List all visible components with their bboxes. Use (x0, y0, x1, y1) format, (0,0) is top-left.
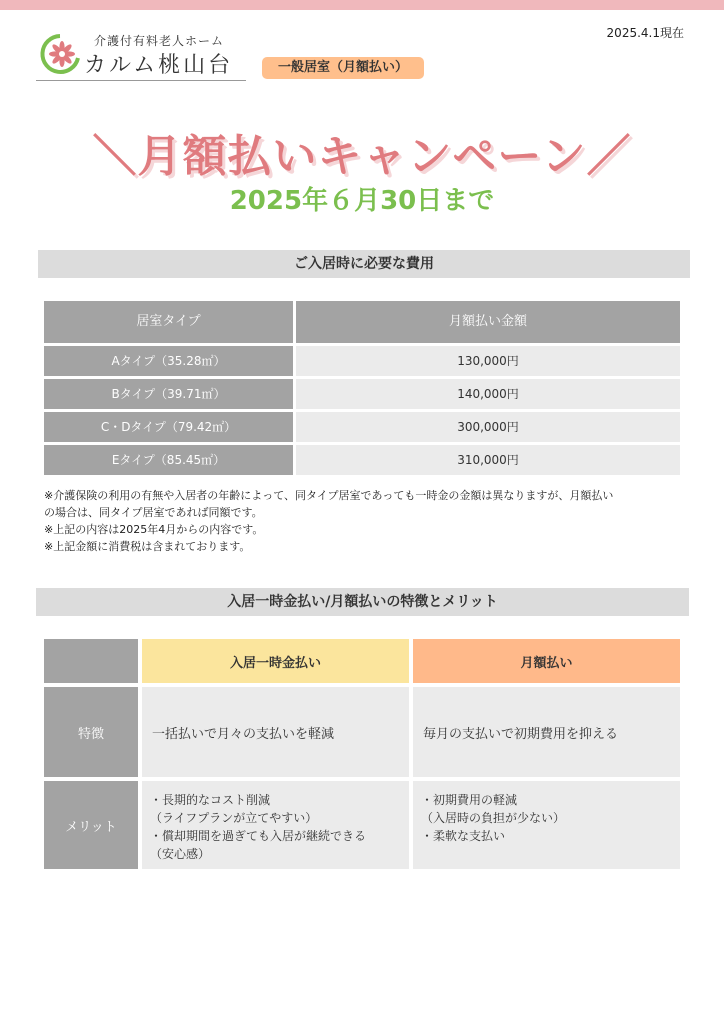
table-row (44, 445, 680, 475)
merit-line: ・初期費用の軽減 (421, 793, 518, 807)
feature-row (44, 687, 680, 777)
amount-cell: 300,000円 (296, 412, 680, 442)
logo-underline (36, 80, 246, 81)
column-header-room-type: 居室タイプ (44, 301, 293, 343)
merit-lump-sum (142, 781, 409, 869)
room-type-cell: C・Dタイプ（79.42㎡） (44, 412, 293, 442)
note-line: ※上記の内容は2025年4月からの内容です。 (44, 523, 264, 536)
merit-line: ・長期的なコスト削減 (150, 793, 271, 807)
feature-lump-sum: 一括払いで月々の支払いを軽減 (142, 687, 409, 777)
corner-cell (44, 639, 138, 683)
table-row (44, 379, 680, 409)
merit-row (44, 781, 680, 869)
room-type-cell: Eタイプ（85.45㎡） (44, 445, 293, 475)
amount-cell: 130,000円 (296, 346, 680, 376)
flower-logo-icon (38, 32, 82, 76)
room-type-cell: Aタイプ（35.28㎡） (44, 346, 293, 376)
campaign-deadline: 2025年６月30日まで (229, 186, 495, 216)
column-header-lump-sum: 入居一時金払い (142, 639, 409, 683)
fee-table (44, 301, 680, 478)
table-row (44, 346, 680, 376)
merit-line: ・柔軟な支払い (421, 829, 506, 843)
facility-logo (36, 30, 246, 82)
room-type-cell: Bタイプ（39.71㎡） (44, 379, 293, 409)
logo-subtitle: 介護付有料老人ホーム (94, 34, 225, 48)
fees-section-title: ご入居時に必要な費用 (38, 250, 690, 278)
merit-line: ・償却期間を過ぎても入居が継続できる (150, 829, 367, 843)
logo-name: カルム桃山台 (84, 53, 234, 78)
merit-line: （入居時の負担が少ない） (421, 811, 566, 825)
top-accent-bar (0, 0, 724, 10)
issue-date: 2025.4.1現在 (606, 26, 684, 40)
feature-label: 特徴 (44, 687, 138, 777)
merit-monthly (413, 781, 680, 869)
campaign-title: ＼月額払いキャンペーン／ (92, 131, 632, 182)
merit-label: メリット (44, 781, 138, 869)
comparison-table (44, 639, 680, 873)
note-line: ※介護保険の利用の有無や入居者の年齢によって、同タイプ居室であっても一時金の金額は異なりますが、月額払い (44, 489, 614, 502)
table-row (44, 412, 680, 442)
comparison-header-row (44, 639, 680, 683)
feature-monthly: 毎月の支払いで初期費用を抑える (413, 687, 680, 777)
comparison-section-title: 入居一時金払い/月額払いの特徴とメリット (36, 588, 689, 616)
column-header-monthly: 月額払い (413, 639, 680, 683)
note-line: の場合は、同タイプ居室であれば同額です。 (44, 506, 263, 519)
note-line: ※上記金額に消費税は含まれております。 (44, 540, 251, 553)
merit-line: （安心感） (150, 847, 211, 861)
amount-cell: 140,000円 (296, 379, 680, 409)
column-header-monthly-amount: 月額払い金額 (296, 301, 680, 343)
merit-line: （ライフプランが立てやすい） (150, 811, 318, 825)
amount-cell: 310,000円 (296, 445, 680, 475)
fee-notes (44, 487, 684, 555)
fee-table-header (44, 301, 680, 343)
room-type-tag: 一般居室（月額払い） (262, 57, 424, 79)
